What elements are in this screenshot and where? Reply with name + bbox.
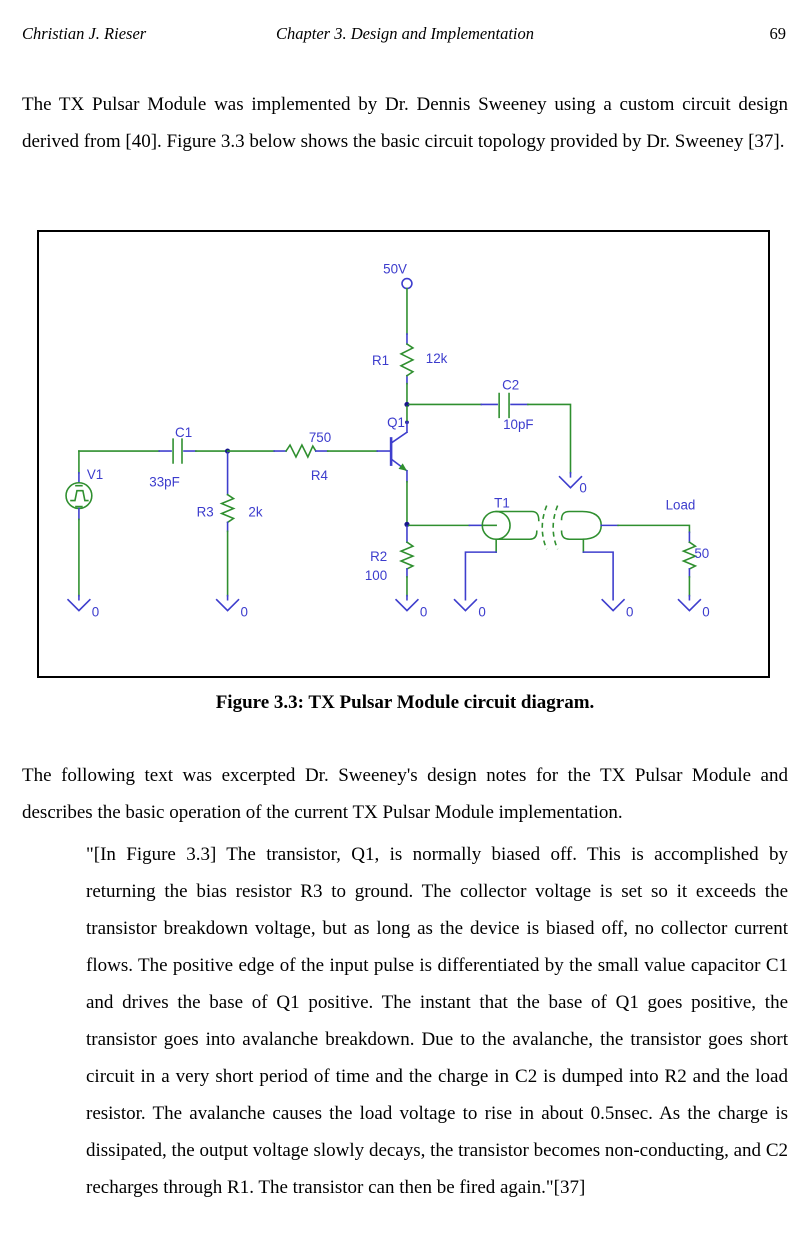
- emitter-arrow: [399, 463, 407, 471]
- resistor-r4: [228, 430, 378, 483]
- c1-value-label: 33pF: [149, 474, 180, 490]
- supply-pin-circle: [402, 279, 412, 289]
- circuit-schematic: [39, 232, 768, 676]
- ground-symbol-t1-right: [602, 600, 633, 620]
- ground-net-label: 0: [702, 604, 710, 620]
- load-value-label: 50: [694, 546, 710, 562]
- supply-terminal: [383, 262, 412, 334]
- ground-net-label: 0: [579, 480, 587, 496]
- resistor-r2: [365, 526, 413, 595]
- t1-ref-label: T1: [494, 495, 510, 511]
- header-chapter-title: Chapter 3. Design and Implementation: [275, 24, 534, 43]
- ground-symbol-v1: [68, 596, 99, 620]
- resistor-r1: [372, 334, 448, 384]
- r3-value-label: 2k: [248, 504, 263, 520]
- r1-ref-label: R1: [372, 352, 390, 368]
- figure-3-3-circuit-diagram: [37, 230, 770, 678]
- ground-symbol-load: [679, 596, 710, 620]
- page-header: [22, 24, 788, 46]
- ground-symbol-r3: [217, 596, 248, 620]
- transistor-q1: [377, 406, 409, 481]
- design-notes-quote: "[In Figure 3.3] The transistor, Q1, is normally biased off. This is accomplished by returning the bias resistor R3 to ground. The collector voltage is set so it exceeds the transistor breakdown voltage, but as long as the device is biased off, no collector current flows. The positive edge of the input pulse is differentiated by the small value capacitor C1 and drives the base of Q1 positive. The instant that the base of Q1 goes positive, the transistor goes into avalanche breakdown. Due to the avalanche, the transistor goes short circuit in a very short period of time and the charge in C2 is dumped into R2 and the load resistor. The avalanche causes the load voltage to rise in about 0.5nsec. As the charge is dissipated, the output voltage slowly decays, the transistor becomes non-conducting, and C2 recharges through R1. The transistor can then be fired again."[37]: [86, 844, 788, 1198]
- supply-voltage-label: 50V: [383, 261, 407, 277]
- ground-symbol-r2: [396, 596, 427, 620]
- load-resistor: [618, 497, 709, 595]
- ground-symbol-c2: [560, 473, 587, 496]
- ground-net-label: 0: [625, 604, 634, 620]
- capacitor-c2: [409, 378, 571, 473]
- ground-net-label: 0: [478, 604, 486, 620]
- c1-ref-label: C1: [175, 425, 193, 441]
- r4-value-label: 750: [308, 430, 332, 446]
- ground-net-label: 0: [419, 604, 428, 620]
- intro-paragraph: The TX Pulsar Module was implemented by Dr. Dennis Sweeney using a custom circuit design derived from [40]. Figure 3.3 below shows the basic circuit topology provided by Dr. Sweeney [37].: [22, 94, 788, 152]
- ground-net-label: 0: [91, 604, 100, 620]
- resistor-r3: [197, 453, 263, 596]
- v1-ref-label: V1: [86, 466, 104, 482]
- figure-caption: Figure 3.3: TX Pulsar Module circuit diagram.: [215, 692, 595, 713]
- r3-ref-label: R3: [196, 504, 214, 520]
- r1-value-label: 12k: [425, 350, 448, 366]
- header-author: Christian J. Rieser: [22, 24, 147, 43]
- q1-ref-label: Q1: [387, 415, 405, 431]
- c2-ref-label: C2: [502, 377, 520, 393]
- header-page-number: 69: [769, 24, 786, 43]
- r4-ref-label: R4: [310, 467, 328, 483]
- c2-value-label: 10pF: [503, 417, 534, 433]
- r2-value-label: 100: [364, 567, 388, 583]
- pulse-source-v1: [66, 451, 103, 596]
- r2-ref-label: R2: [370, 549, 388, 565]
- ground-net-label: 0: [240, 604, 248, 620]
- transformer-t1: [409, 496, 618, 600]
- ground-symbol-t1-left: [455, 600, 486, 620]
- load-label: Load: [665, 497, 696, 513]
- body-paragraph: The following text was excerpted Dr. Sweeney's design notes for the TX Pulsar Module and describes the basic operation of the current TX Pulsar Module implementation.: [22, 765, 788, 823]
